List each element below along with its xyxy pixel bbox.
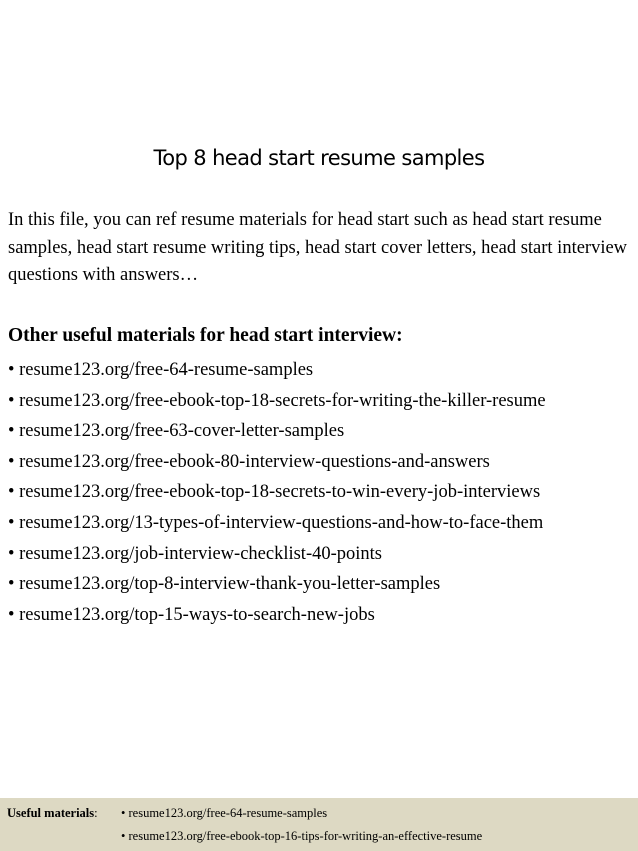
footer-link-list — [121, 802, 482, 848]
materials-link[interactable]: • resume123.org/top-15-ways-to-search-new-jobs — [8, 604, 375, 625]
footer-link[interactable]: • resume123.org/free-64-resume-samples — [121, 806, 328, 820]
materials-link[interactable]: • resume123.org/free-63-cover-letter-samples — [8, 421, 345, 442]
materials-link[interactable]: • resume123.org/free-64-resume-samples — [8, 360, 314, 380]
materials-link-list — [8, 355, 638, 630]
footer-label-text: Useful materials — [7, 806, 95, 820]
footer-bar — [0, 798, 638, 851]
materials-link[interactable]: • resume123.org/job-interview-checklist-40-points — [8, 543, 382, 564]
intro-paragraph: In this file, you can ref resume materials for head start such as head start resume samples, head start resume writing tips, head start cover letters, head start interview questions with answers… — [8, 210, 628, 285]
materials-heading: Other useful materials for head start interview: — [8, 325, 403, 346]
document-title: Top 8 head start resume samples — [153, 146, 485, 170]
materials-link[interactable]: • resume123.org/free-ebook-80-interview-questions-and-answers — [8, 451, 490, 472]
footer-label-separator: : — [94, 806, 98, 820]
footer-link[interactable]: • resume123.org/free-ebook-top-16-tips-for-writing-an-effective-resume — [121, 829, 483, 843]
materials-link[interactable]: • resume123.org/free-ebook-top-18-secrets-to-win-every-job-interviews — [8, 482, 541, 503]
footer-label — [7, 802, 98, 825]
materials-link[interactable]: • resume123.org/free-ebook-top-18-secrets-for-writing-the-killer-resume — [8, 390, 546, 411]
materials-link[interactable]: • resume123.org/13-types-of-interview-questions-and-how-to-face-them — [8, 512, 544, 533]
materials-link[interactable]: • resume123.org/top-8-interview-thank-you-letter-samples — [8, 574, 441, 595]
